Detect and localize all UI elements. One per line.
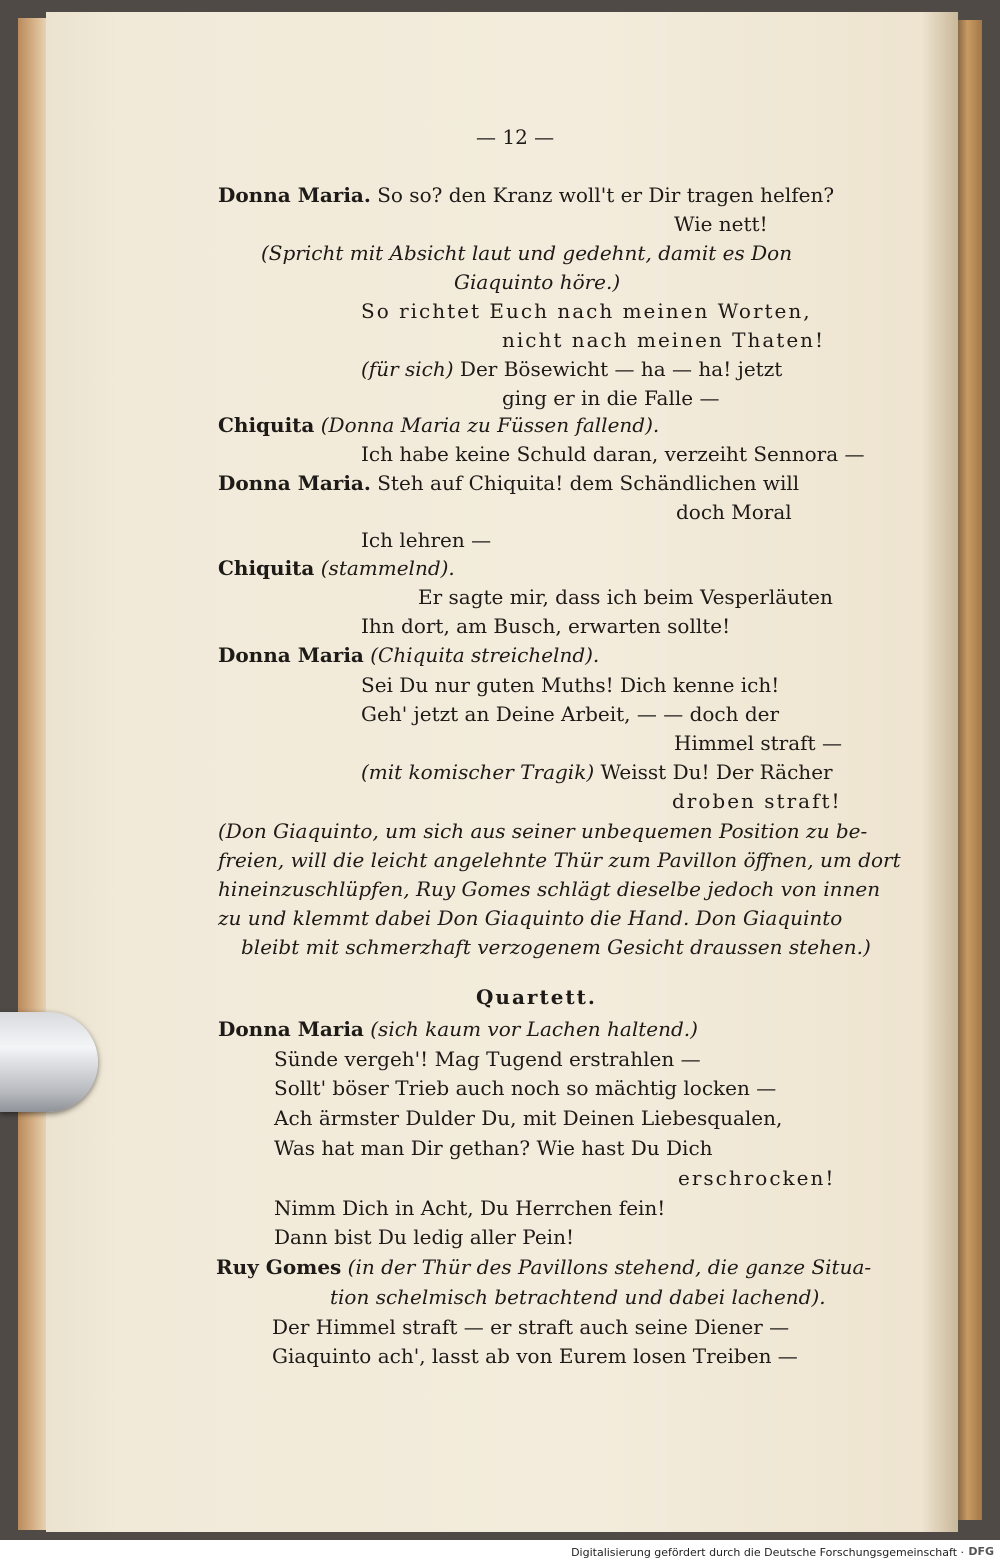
speech-line: So richtet Euch nach meinen Worten, xyxy=(361,299,812,323)
speech-line xyxy=(218,642,599,668)
speech-line: Geh' jetzt an Deine Arbeit, — — doch der xyxy=(361,702,780,726)
stage-direction: (stammelnd). xyxy=(320,556,455,580)
verse-line: erschrocken! xyxy=(678,1166,836,1190)
speech-line: doch Moral xyxy=(676,500,792,524)
speech-line xyxy=(218,555,455,581)
speech-line: Sei Du nur guten Muths! Dich kenne ich! xyxy=(361,673,780,697)
stage-direction-block-line: hineinzuschlüpfen, Ruy Gomes schlägt dieselbe jedoch von innen xyxy=(218,877,881,901)
speaker-name: Donna Maria xyxy=(218,1017,364,1041)
speech-line: Ich lehren — xyxy=(361,528,492,552)
verse-line: Ach ärmster Dulder Du, mit Deinen Liebesqualen, xyxy=(274,1106,783,1130)
speech-line: nicht nach meinen Thaten! xyxy=(502,328,826,352)
page-clip xyxy=(0,1012,98,1112)
speaker-name: Donna Maria xyxy=(218,643,364,667)
verse-line: Sünde vergeh'! Mag Tugend erstrahlen — xyxy=(274,1047,701,1071)
stage-direction-block-line: bleibt mit schmerzhaft verzogenem Gesicht draussen stehen.) xyxy=(241,935,871,959)
speech-line: Himmel straft — xyxy=(674,731,842,755)
stage-direction: (Chiquita streichelnd). xyxy=(370,643,600,667)
page-number: — 12 — xyxy=(476,125,555,149)
speech-line: Donna Maria. Steh auf Chiquita! dem Schändlichen will xyxy=(218,471,800,495)
verse-line: Nimm Dich in Acht, Du Herrchen fein! xyxy=(274,1196,666,1220)
stage-direction-block-line: (Don Giaquinto, um sich aus seiner unbequemen Position zu be- xyxy=(218,819,868,843)
speech-line: Ihn dort, am Busch, erwarten sollte! xyxy=(361,614,731,638)
speech-line xyxy=(218,412,659,438)
stage-direction: (in der Thür des Pavillons stehend, die ganze Situa- xyxy=(347,1255,872,1279)
footer-credit: Digitalisierung gefördert durch die Deutsche Forschungsgemeinschaft · xyxy=(571,1546,964,1559)
speech-line: Er sagte mir, dass ich beim Vesperläuten xyxy=(418,585,833,609)
stage-direction: (für sich) xyxy=(361,357,454,381)
speaker-name: Chiquita xyxy=(218,556,315,580)
speech-line xyxy=(218,1016,698,1042)
book-page xyxy=(46,12,958,1532)
speech-line: Ich habe keine Schuld daran, verzeiht Sennora — xyxy=(361,442,865,466)
stage-direction: (Donna Maria zu Füssen fallend). xyxy=(320,413,660,437)
left-page-edge xyxy=(18,18,46,1530)
speaker-name: Donna Maria. xyxy=(218,183,371,207)
stage-direction: (Spricht mit Absicht laut und gedehnt, damit es Don xyxy=(261,241,793,265)
stage-direction: tion schelmisch betrachtend und dabei lachend). xyxy=(330,1285,826,1309)
verse-line: Giaquinto ach', lasst ab von Eurem losen Treiben — xyxy=(272,1344,798,1368)
stage-direction-block-line: zu und klemmt dabei Don Giaquinto die Hand. Don Giaquinto xyxy=(218,906,843,930)
speech-line: droben straft! xyxy=(672,789,842,813)
verse-line: Dann bist Du ledig aller Pein! xyxy=(274,1225,574,1249)
verse-line: Der Himmel straft — er straft auch seine Diener — xyxy=(272,1315,790,1339)
verse-line: Sollt' böser Trieb auch noch so mächtig locken — xyxy=(274,1076,777,1100)
stage-direction: (sich kaum vor Lachen haltend.) xyxy=(370,1017,698,1041)
stage-direction: (mit komischer Tragik) xyxy=(361,760,595,784)
speech-line: (mit komischer Tragik) Weisst Du! Der Rächer xyxy=(361,760,833,784)
verse-line: Was hat man Dir gethan? Wie hast Du Dich xyxy=(274,1136,713,1160)
speech-line: ging er in die Falle — xyxy=(502,386,720,410)
speaker-name: Ruy Gomes xyxy=(216,1255,342,1279)
speech-line xyxy=(216,1254,871,1280)
stage-direction-block-line: freien, will die leicht angelehnte Thür zum Pavillon öffnen, um dort xyxy=(218,848,901,872)
right-page-edge xyxy=(958,20,982,1520)
speech-line: Wie nett! xyxy=(674,212,768,236)
stage-direction: Giaquinto höre.) xyxy=(454,270,621,294)
dfg-logo: DFG xyxy=(968,1545,994,1558)
section-heading: Quartett. xyxy=(476,985,597,1009)
speaker-name: Donna Maria. xyxy=(218,471,371,495)
speaker-name: Chiquita xyxy=(218,413,315,437)
speech-line: (für sich) Der Bösewicht — ha — ha! jetzt xyxy=(361,357,783,381)
speech-line: Donna Maria. So so? den Kranz woll't er Dir tragen helfen? xyxy=(218,183,835,207)
